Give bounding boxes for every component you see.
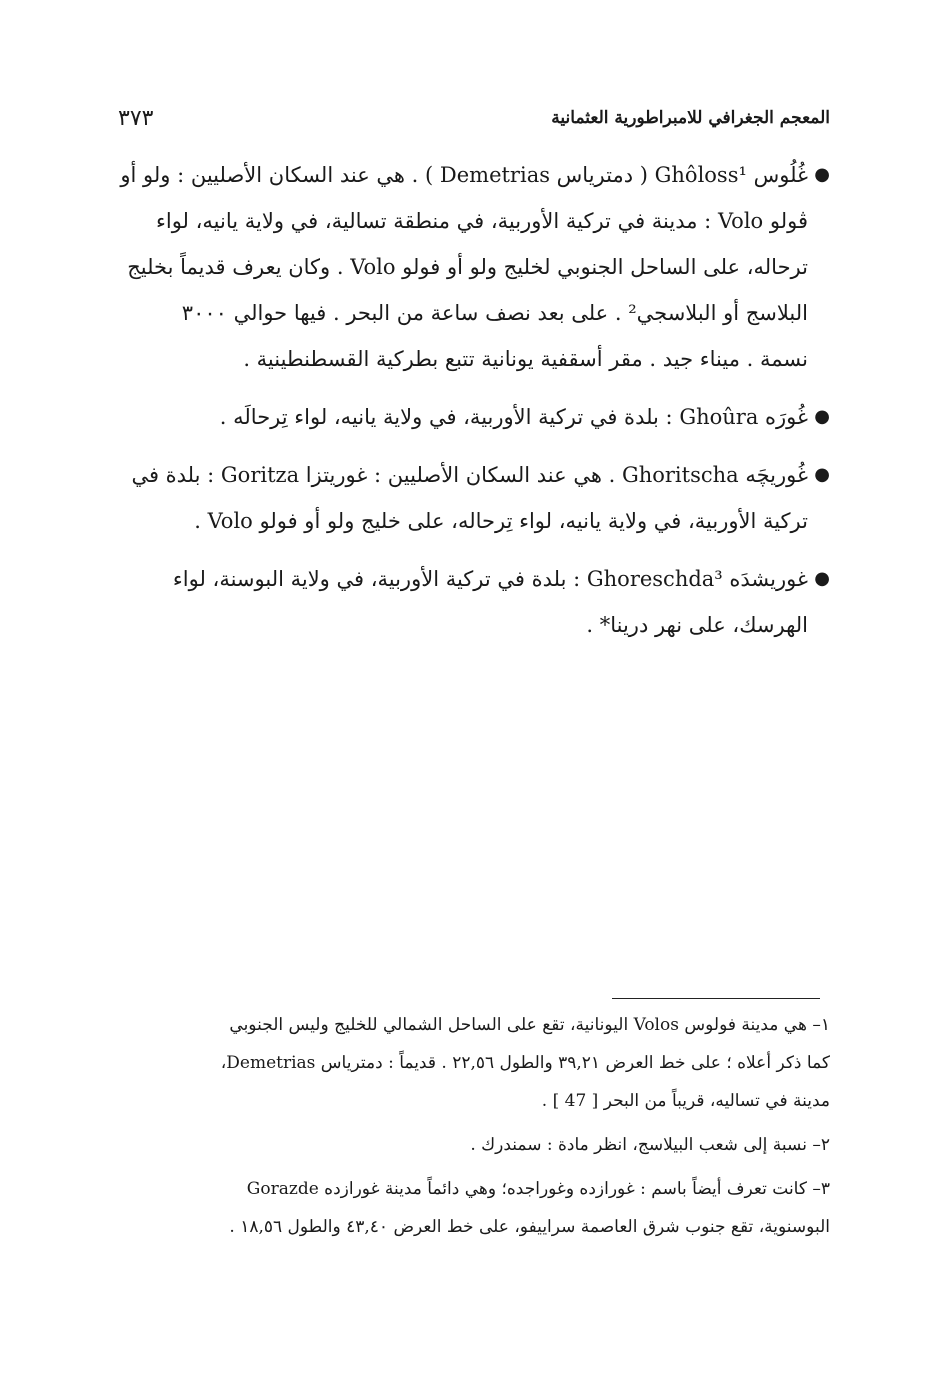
bullet-icon: ● <box>814 464 830 485</box>
entries-list <box>116 152 830 660</box>
entry-line: نسمة . ميناء جيد . مقر أسقفية يونانية تتبع بطركية القسطنطينية . <box>243 347 808 371</box>
footnote-line: ٣– كانت تعرف أيضاً باسم : غورازده وغوراجده؛ وهي دائماً مدينة غورازده Gorazde <box>246 1179 830 1199</box>
footnote-3 <box>116 1170 830 1246</box>
bullet-icon: ● <box>814 164 830 185</box>
entry-line: غُلُوس Ghôloss¹ ( دمترياس Demetrias ) . هي عند السكان الأصليين : ولو أو <box>120 163 808 187</box>
entry-line: البلاسج أو البلاسجي² . على بعد نصف ساعة من البحر . فيها حوالي ٣٠٠٠ <box>181 301 808 325</box>
footnote-line: ٢– نسبة إلى شعب البيلاسج، انظر مادة : سمندرك . <box>470 1135 830 1155</box>
running-title: المعجم الجغرافي للامبراطورية العثمانية <box>551 108 830 128</box>
footnote-2 <box>116 1126 830 1164</box>
entry-line: ڤولو Volo : مدينة في تركية الأوربية، في منطقة تسالية، في ولاية يانيه، لواء <box>156 209 808 233</box>
bullet-icon: ● <box>814 406 830 427</box>
bullet-icon: ● <box>814 568 830 589</box>
entry-line: الهرسك، على نهر درينا* . <box>586 613 808 637</box>
footnote-line: ١– هي مدينة فولوس Volos اليونانية، تقع على الساحل الشمالي للخليج وليس الجنوبي <box>229 1015 830 1035</box>
entry-line: غُورَه Ghoûra : بلدة في تركية الأوربية، في ولاية يانيه، لواء تِرحالَه . <box>219 405 808 429</box>
entry-line: غوريشدَه Ghoreschda³ : بلدة في تركية الأوربية، في ولاية البوسنة، لواء <box>172 567 808 591</box>
footnote-line: مدينة في تساليه، قريباً من البحر [ 47 ] . <box>541 1091 830 1111</box>
entry-gholoss <box>116 152 830 382</box>
entry-line: ترحاله، على الساحل الجنوبي لخليج ولو أو فولو Volo . وكان يعرف قديماً بخليج <box>127 255 808 279</box>
entry-ghoura <box>116 394 830 440</box>
entry-line: تركية الأوربية، في ولاية يانيه، لواء تِرحاله، على خليج ولو أو فولو Volo . <box>194 509 808 533</box>
entry-ghoritscha <box>116 452 830 544</box>
footnotes <box>116 1006 830 1252</box>
footnote-1 <box>116 1006 830 1120</box>
footnote-line: البوسنوية، تقع جنوب شرق العاصمة سراييفو، على خط العرض ٤٣,٤٠ والطول ١٨,٥٦ . <box>229 1217 830 1237</box>
entry-line: غُوريچَه Ghoritscha . هي عند السكان الأصليين : غوريتزا Goritza : بلدة في <box>131 463 808 487</box>
page-header <box>118 108 830 138</box>
footnote-line: كما ذكر أعلاه ؛ على خط العرض ٣٩,٢١ والطول ٢٢,٥٦ . قديماً : دمترياس Demetrias، <box>220 1053 830 1073</box>
entry-ghoreschda <box>116 556 830 648</box>
page-number: ٣٧٣ <box>118 106 154 131</box>
footnote-divider <box>612 998 820 999</box>
